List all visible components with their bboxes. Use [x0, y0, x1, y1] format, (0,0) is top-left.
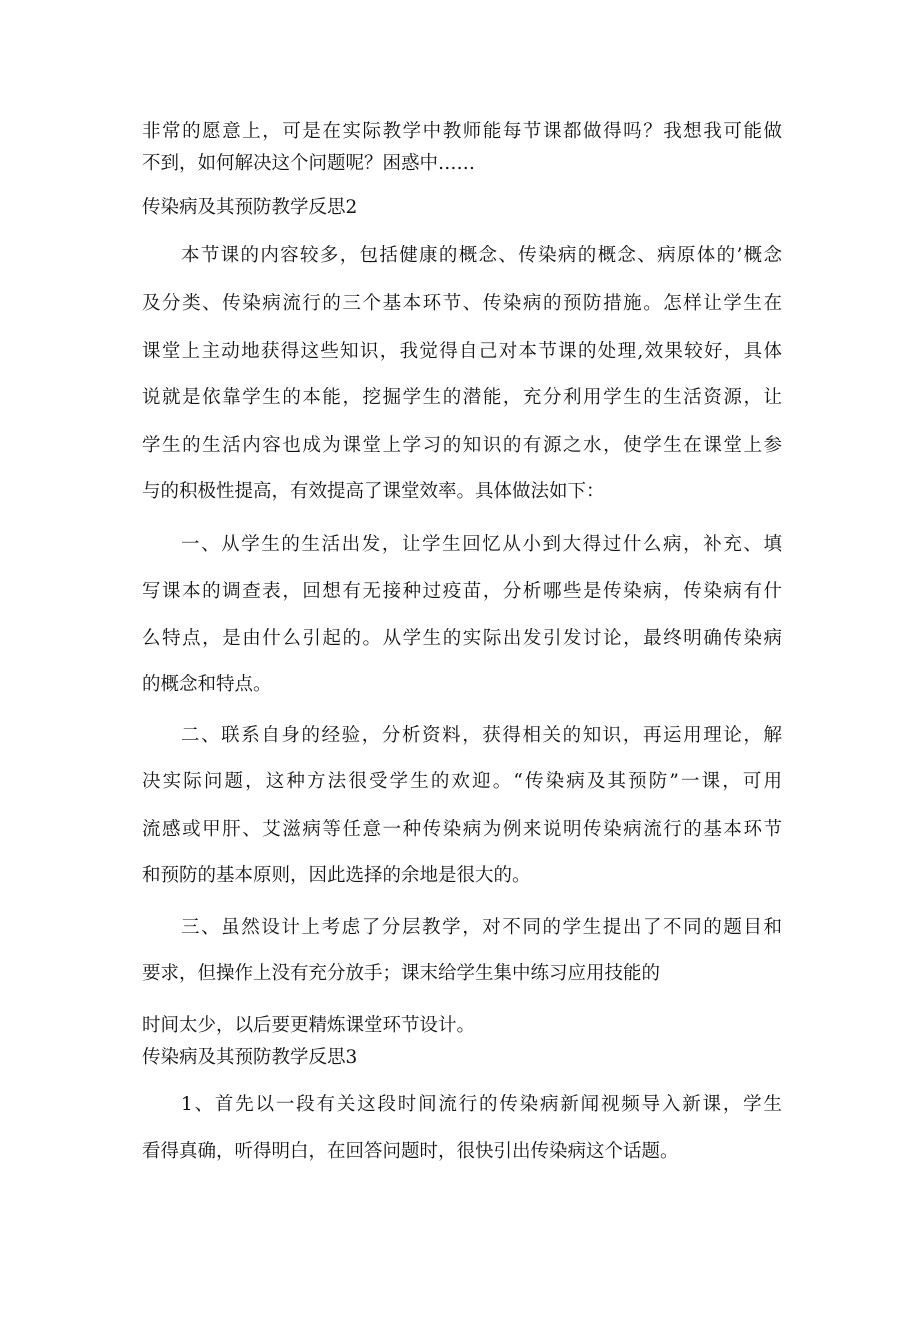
- paragraph-line: 么特点，是由什么引起的。从学生的实际出发引发讨论，最终明确传染病: [142, 628, 782, 649]
- paragraph-line: 及分类、传染病流行的三个基本环节、传染病的预防措施。怎样让学生在: [142, 293, 782, 314]
- paragraph-line: 决实际问题，这种方法很受学生的欢迎。“传染病及其预防”一课，可用: [142, 771, 782, 792]
- paragraph-line: 学生的生活内容也成为课堂上学习的知识的有源之水，使学生在课堂上参: [142, 435, 782, 456]
- paragraph-line: 二、联系自身的经验，分析资料，获得相关的知识，再运用理论，解: [181, 725, 782, 746]
- paragraph-line: 一、从学生的生活出发，让学生回忆从小到大得过什么病，补充、填: [181, 534, 782, 555]
- paragraph-line: 非常的愿意上，可是在实际教学中教师能每节课都做得吗？我想我可能做: [142, 121, 782, 142]
- paragraph-line: 三、虽然设计上考虑了分层教学，对不同的学生提出了不同的题目和: [181, 917, 782, 938]
- paragraph-line: 本节课的内容较多，包括健康的概念、传染病的概念、病原体的’概念: [181, 245, 782, 266]
- paragraph-line: 1、首先以一段有关这段时间流行的传染病新闻视频导入新课，学生: [181, 1094, 782, 1115]
- paragraph-line: 的概念和特点。: [142, 674, 272, 695]
- paragraph-line: 课堂上主动地获得这些知识，我觉得自己对本节课的处理,效果较好，具体: [142, 341, 782, 362]
- section-heading: 传染病及其预防教学反思2: [142, 197, 358, 218]
- paragraph-line: 和预防的基本原则，因此选择的余地是很大的。: [142, 865, 531, 886]
- paragraph-line: 不到，如何解决这个问题呢？困惑中……: [142, 153, 476, 174]
- paragraph-line: 时间太少，以后要更精炼课堂环节设计。: [142, 1015, 476, 1036]
- paragraph-line: 流感或甲肝、艾滋病等任意一种传染病为例来说明传染病流行的基本环节: [142, 819, 782, 840]
- paragraph-line: 要求，但操作上没有充分放手；课末给学生集中练习应用技能的: [142, 963, 661, 984]
- section-heading: 传染病及其预防教学反思3: [142, 1047, 358, 1068]
- paragraph-line: 说就是依靠学生的本能，挖掘学生的潜能，充分利用学生的生活资源，让: [142, 387, 782, 408]
- paragraph-line: 看得真确，听得明白，在回答问题时，很快引出传染病这个话题。: [142, 1141, 679, 1162]
- paragraph-line: 与的积极性提高，有效提高了课堂效率。具体做法如下：: [142, 481, 605, 502]
- paragraph-line: 写课本的调查表，回想有无接种过疫苗，分析哪些是传染病，传染病有什: [142, 581, 782, 602]
